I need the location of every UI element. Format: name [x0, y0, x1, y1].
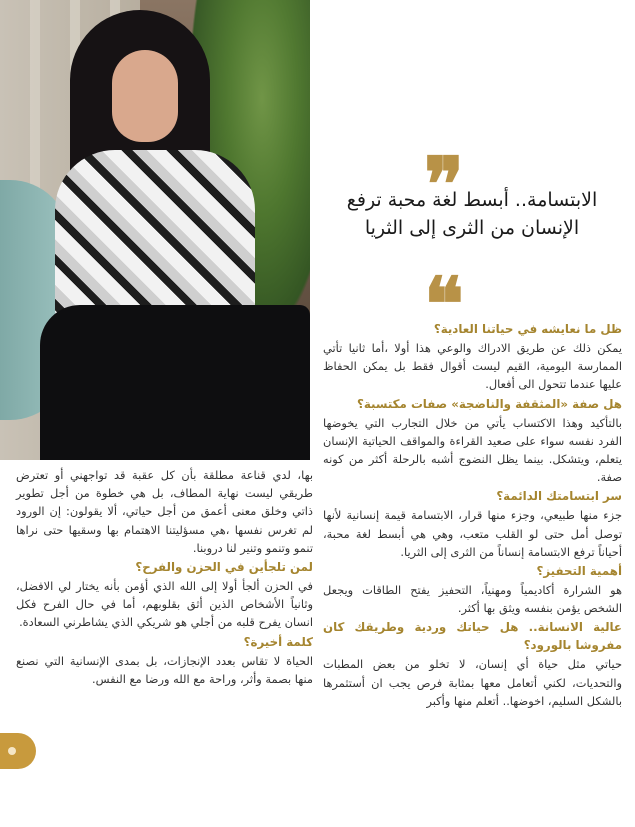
interview-question: كلمة أخيرة؟	[243, 634, 313, 649]
interview-question: أهمية التحفيز؟	[536, 564, 622, 579]
woman-skirt	[40, 305, 310, 460]
woman-face	[112, 50, 178, 142]
interview-answer: جزء منها طبيعي، وجزء منها قرار، الابتسامة قيمة إنسانية لأنها توصل أمل حتى لو القلب متعب، وهي هي أبسط لغة محبة، أحياناً ترفع الابتسامة إنساناً من الثرى إلى الثريا.	[323, 508, 622, 559]
woman-blouse	[55, 150, 255, 330]
close-quote-icon: ❝	[424, 262, 464, 348]
interview-answer: هو الشرارة أكاديمياً ومهنياً، التحفيز يفتح الطاقات ويجعل الشخص يؤمن بنفسه ويثق بها أكثر.	[323, 583, 622, 616]
interview-answer: يمكن ذلك عن طريق الادراك والوعي هذا أولا ،أما ثانيا تأتي الممارسة اليومية، القيم ليست أقوال فقط بل يمكن الحفاظ عليها عندما تتحول الى أفعال.	[323, 341, 622, 392]
badge-dot	[8, 747, 16, 755]
open-quote-icon: ❞	[424, 142, 464, 228]
interview-question: سر ابتسامتك الدائمة؟	[496, 489, 622, 504]
interview-question: هل صفة «المثقفة والناضجة» صفات مكتسبة؟	[357, 396, 622, 411]
interview-answer: بها، لدي قناعة مطلقة بأن كل عقبة قد تواجهني أو تعترض طريقي ليست نهاية المطاف، بل هي خطوة من أجل تطوير ذاتي وخلق معنى أعمق من أجل حياتي، ألا يقولون: إن الورود لم تغرس نفسها ،هي مسؤليتنا الاهتمام بها وسقيها حتى نراها تنمو وتنمو وتنير لنا دروبنا.	[16, 468, 313, 555]
interview-answer: حياتي مثل حياة أي إنسان، لا تخلو من بعض المطبات والتحديات، لكني أتعامل معها بمثابة فرص يجب ان أستثمرها بالشكل السليم، اخوضها.. أتعلم منها وأكبر	[323, 657, 622, 708]
interview-question: عالية الانسانة.. هل حياتك وردية وطريقك كان مفروشا بالورود؟	[323, 620, 622, 653]
left-text-column	[16, 466, 313, 689]
portrait-photo	[0, 0, 310, 460]
interview-answer: الحياة لا تقاس بعدد الإنجازات، بل بمدى الإنسانية التي نصنع منها بصمة وأثر، وراحة مع الله ورضا مع النفس.	[16, 653, 313, 686]
pull-quote: الابتسامة.. أبسط لغة محبة ترفع الإنسان من الثرى إلى الثريا	[346, 189, 598, 239]
page-number-badge	[0, 733, 36, 769]
interview-question: لمن تلجأين في الحزن والفرح؟	[135, 560, 313, 575]
interview-question: ظل ما نعايشه في حياتنا العادية؟	[433, 322, 622, 336]
right-text-column	[323, 320, 622, 711]
interview-answer: بالتأكيد وهذا الاكتساب يأتي من خلال التجارب التي يخوضها الفرد نفسه سواء على صعيد القراءة والمواقف الحياتية الإنسان يتعلم، ويتشكل. بينما يظل النضوج أشبه بالرحلة أكثر من كونه صفة.	[323, 415, 622, 485]
interview-answer: في الحزن ألجأ أولا إلى الله الذي أؤمن بأنه يختار لي الافضل، وثانياً الأشخاص الذين أثق بقلوبهم، أما في حال الفرح فكل انسان يفرح قلبه من أجلي هو شريكي الذي يشاطرني السعادة.	[16, 579, 313, 630]
